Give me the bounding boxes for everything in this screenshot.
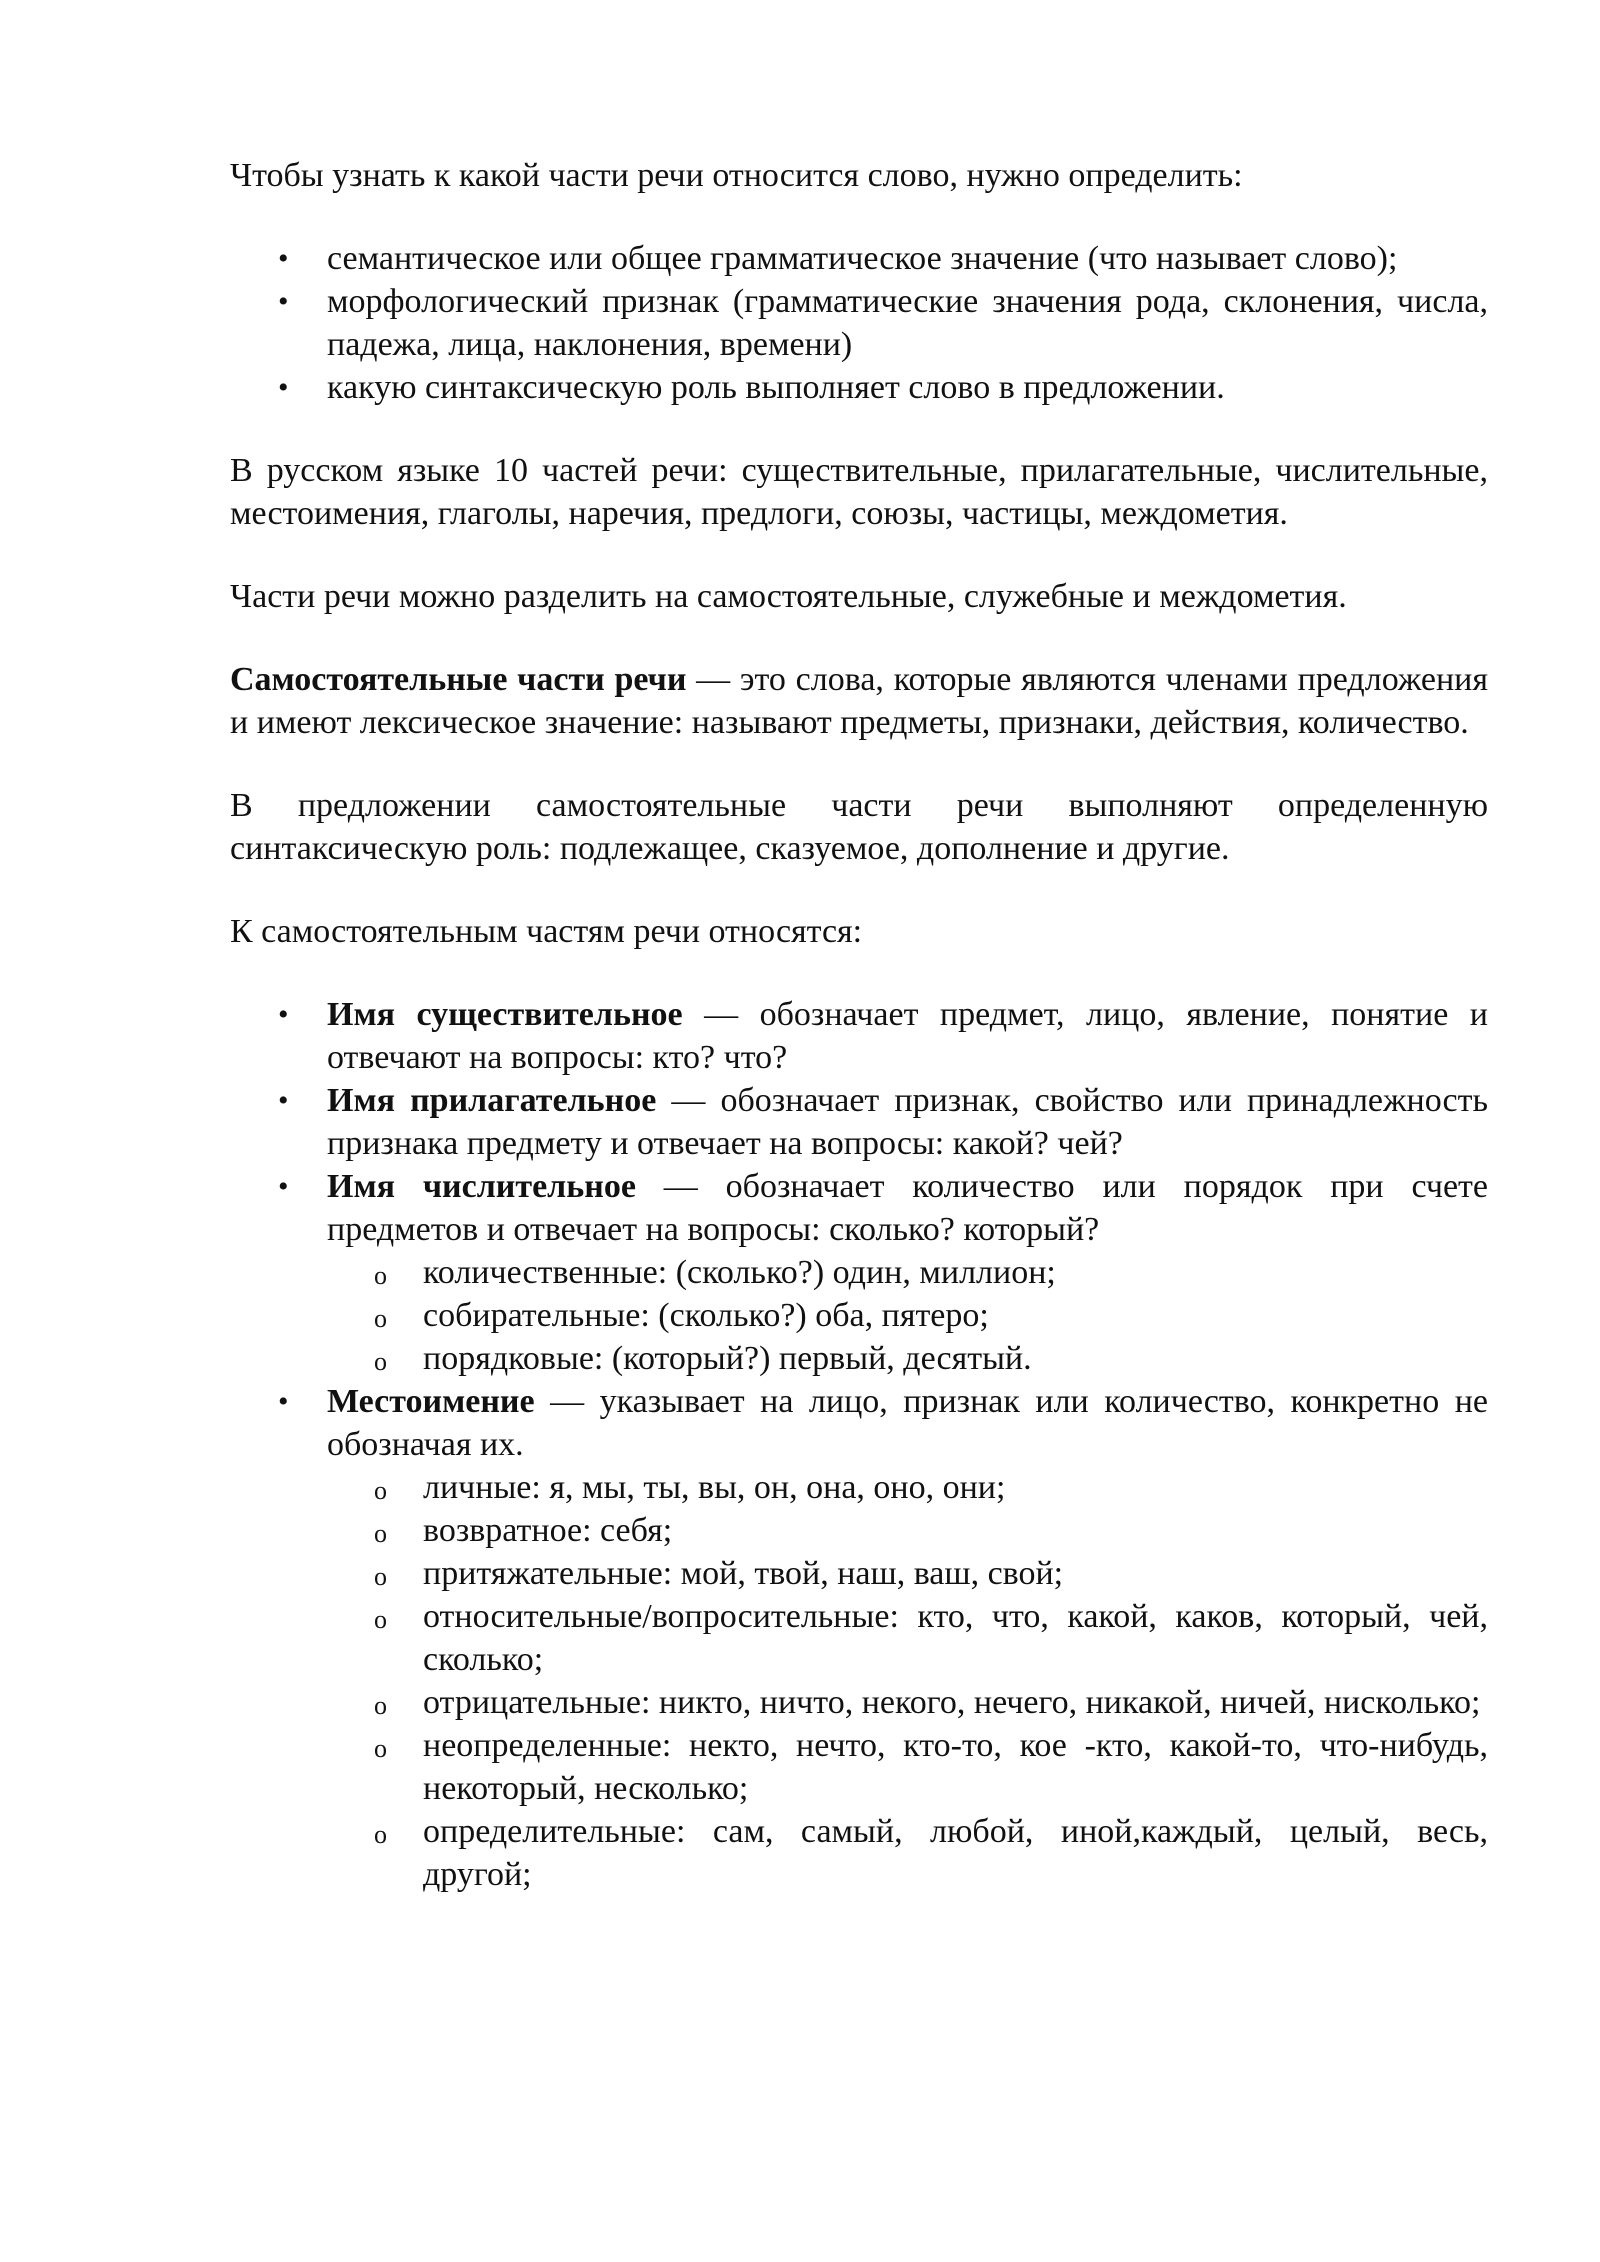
- circle-bullet-icon: o: [374, 1519, 387, 1548]
- definition-text: — это слова, которые являются членами предложения и имеют лексическое значение: называют предметы, признаки, действия, количество.: [230, 661, 1489, 741]
- sublist-item-text: порядковые: (который?) первый, десятый.: [423, 1340, 1032, 1377]
- sublist: [327, 1251, 1488, 1380]
- sublist-item: [230, 1552, 1488, 1595]
- list-item: [230, 1165, 1488, 1380]
- circle-bullet-icon: o: [374, 1562, 387, 1591]
- list-item-text: семантическое или общее грамматическое значение (что называет слово);: [327, 240, 1398, 277]
- sublist: [327, 1466, 1488, 1896]
- intro-paragraph: Чтобы узнать к какой части речи относится слово, нужно определить:: [230, 157, 1243, 194]
- sublist-item: [230, 1251, 1488, 1294]
- circle-bullet-icon: o: [374, 1734, 387, 1763]
- list-item: [230, 1380, 1488, 1896]
- circle-bullet-icon: o: [374, 1261, 387, 1290]
- circle-bullet-icon: o: [374, 1476, 387, 1505]
- list-item-text: какую синтаксическую роль выполняет слово в предложении.: [327, 369, 1225, 406]
- sublist-item-text: собирательные: (сколько?) оба, пятеро;: [423, 1297, 989, 1334]
- bullet-icon: •: [278, 998, 289, 1031]
- sublist-item: [230, 1681, 1488, 1724]
- sublist-item-text: отрицательные: никто, ничто, некого, нечего, никакой, ничей, нисколько;: [423, 1684, 1481, 1721]
- sublist-item: [230, 1724, 1488, 1810]
- sublist-item-text: возвратное: себя;: [423, 1512, 673, 1549]
- sublist-item: [230, 1810, 1488, 1896]
- independent-definition-paragraph: [230, 658, 1488, 744]
- bullet-icon: •: [278, 1084, 289, 1117]
- syntax-paragraph: В предложении самостоятельные части речи выполняют определенную синтаксическую роль: подлежащее, сказуемое, дополнение и другие.: [230, 787, 1488, 867]
- list-item: [230, 366, 1488, 409]
- circle-bullet-icon: o: [374, 1605, 387, 1634]
- list-item: [230, 280, 1488, 366]
- bullet-icon: •: [278, 285, 289, 318]
- list-intro-paragraph: К самостоятельным частям речи относятся:: [230, 913, 863, 950]
- list-item-text: — обозначает предмет, лицо, явление, понятие и отвечают на вопросы: кто? что?: [327, 996, 1488, 1076]
- bullet-icon: •: [278, 371, 289, 404]
- bold-term: Самостоятельные части речи: [230, 661, 687, 698]
- sublist-item-text: неопределенные: некто, нечто, кто-то, кое -кто, какой-то, что-нибудь, некоторый, несколько;: [423, 1727, 1488, 1807]
- bold-term: Имя числительное: [327, 1168, 636, 1205]
- bold-term: Местоимение: [327, 1383, 535, 1420]
- parts-of-speech-list: [230, 993, 1488, 1896]
- ten-parts-paragraph: В русском языке 10 частей речи: существительные, прилагательные, числительные, местоимения, глаголы, наречия, предлоги, союзы, частицы, междометия.: [230, 452, 1488, 532]
- sublist-item: [230, 1337, 1488, 1380]
- sublist-item-text: количественные: (сколько?) один, миллион;: [423, 1254, 1056, 1291]
- list-item: [230, 1079, 1488, 1165]
- sublist-item-text: определительные: сам, самый, любой, иной,каждый, целый, весь, другой;: [423, 1813, 1488, 1893]
- circle-bullet-icon: o: [374, 1691, 387, 1720]
- criteria-list: [230, 237, 1488, 409]
- sublist-item: [230, 1595, 1488, 1681]
- list-item-text: — указывает на лицо, признак или количество, конкретно не обозначая их.: [327, 1383, 1488, 1463]
- list-item: [230, 237, 1488, 280]
- page-content: [230, 154, 1488, 1936]
- bullet-icon: •: [278, 1385, 289, 1418]
- list-item-text: — обозначает признак, свойство или принадлежность признака предмету и отвечает на вопросы: какой? чей?: [327, 1082, 1488, 1162]
- circle-bullet-icon: o: [374, 1347, 387, 1376]
- sublist-item-text: притяжательные: мой, твой, наш, ваш, свой;: [423, 1555, 1064, 1592]
- bullet-icon: •: [278, 242, 289, 275]
- sublist-item: [230, 1509, 1488, 1552]
- division-paragraph: Части речи можно разделить на самостоятельные, служебные и междометия.: [230, 578, 1347, 615]
- bold-term: Имя существительное: [327, 996, 683, 1033]
- circle-bullet-icon: o: [374, 1820, 387, 1849]
- list-item-text: морфологический признак (грамматические значения рода, склонения, числа, падежа, лица, наклонения, времени): [327, 283, 1488, 363]
- bullet-icon: •: [278, 1170, 289, 1203]
- circle-bullet-icon: o: [374, 1304, 387, 1333]
- sublist-item-text: личные: я, мы, ты, вы, он, она, оно, они;: [423, 1469, 1006, 1506]
- list-item-text: — обозначает количество или порядок при счете предметов и отвечает на вопросы: сколько? который?: [327, 1168, 1488, 1248]
- sublist-item-text: относительные/вопросительные: кто, что, какой, каков, который, чей, сколько;: [423, 1598, 1488, 1678]
- bold-term: Имя прилагательное: [327, 1082, 657, 1119]
- sublist-item: [230, 1294, 1488, 1337]
- list-item: [230, 993, 1488, 1079]
- sublist-item: [230, 1466, 1488, 1509]
